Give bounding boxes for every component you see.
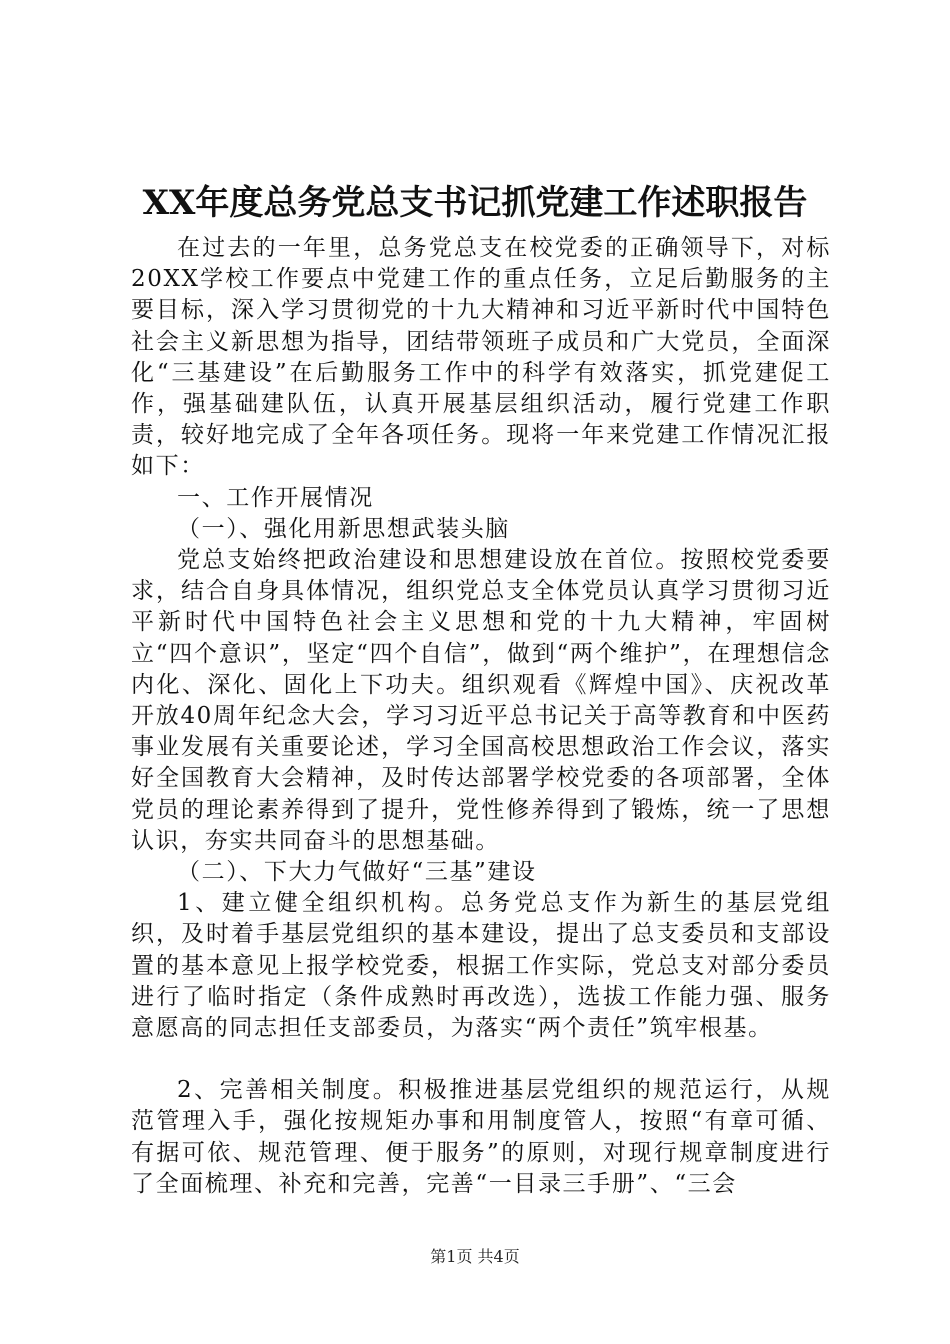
intro-paragraph: 在过去的一年里，总务党总支在校党委的正确领导下，对标20XX学校工作要点中党建工作的重点任务，立足后勤服务的主要目标，深入学习贯彻党的十九大精神和习近平新时代中国特色社会主义新思想为指导，团结带领班子成员和广大党员，全面深化“三基建设”在后勤服务工作中的科学有效落实，抓党建促工作，强基础建队伍，认真开展基层组织活动，履行党建工作职责，较好地完成了全年各项任务。现将一年来党建工作情况汇报如下： — [131, 235, 831, 480]
document-body — [131, 233, 831, 1200]
body-paragraph-item-1: 1、建立健全组织机构。总务党总支作为新生的基层党组织，及时着手基层党组织的基本建设，提出了总支委员和支部设置的基本意见上报学校党委，根据工作实际，党总支对部分委员进行了临时指定（条件成熟时再改选），选拔工作能力强、服务意愿高的同志担任支部委员，为落实“两个责任”筑牢根基。 — [131, 890, 831, 1042]
subsection-heading-2: （二）、下大力气做好“三基”建设 — [177, 859, 537, 886]
subsection-heading-1: （一）、强化用新思想武装头脑 — [177, 515, 510, 542]
body-paragraph: 党总支始终把政治建设和思想建设放在首位。按照校党委要求，结合自身具体情况，组织党总支全体党员认真学习贯彻习近平新时代中国特色社会主义思想和党的十九大精神，牢固树立“四个意识”，坚定“四个自信”，做到“两个维护”，在理想信念内化、深化、固化上下功夫。组织观看《辉煌中国》、庆祝改革开放40周年纪念大会，学习习近平总书记关于高等教育和中医药事业发展有关重要论述，学习全国高校思想政治工作会议，落实好全国教育大会精神，及时传达部署学校党委的各项部署，全体党员的理论素养得到了提升，党性修养得到了锻炼，统一了思想认识，夯实共同奋斗的思想基础。 — [131, 547, 831, 854]
document-title: XX年度总务党总支书记抓党建工作述职报告 — [142, 183, 808, 223]
section-heading-1: 一、工作开展情况 — [177, 484, 374, 511]
page-footer: 第1页 共4页 — [430, 1247, 520, 1266]
body-paragraph-item-2: 2、完善相关制度。积极推进基层党组织的规范运行，从规范管理入手，强化按规矩办事和用制度管人，按照“有章可循、有据可依、规范管理、便于服务”的原则，对现行规章制度进行了全面梳理、补充和完善，完善“一目录三手册”、“三会 — [131, 1077, 831, 1197]
